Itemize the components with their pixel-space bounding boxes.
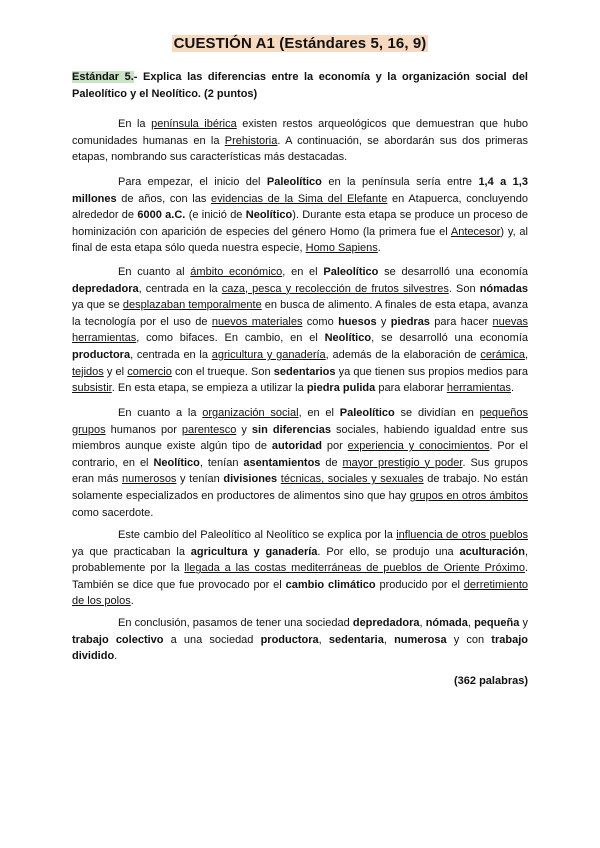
underlined-term: subsistir — [72, 382, 112, 395]
text-run: se dividían en — [394, 407, 480, 419]
bold-term: Neolítico — [245, 209, 293, 222]
bold-term: sedentarios — [273, 365, 336, 378]
underlined-term: numerosos — [122, 473, 177, 486]
document-title — [0, 35, 600, 53]
bold-term: Paleolítico — [339, 407, 395, 419]
text-run: en busca de alimento. A finales de esta etapa, avanza la tecnología por el uso de — [72, 299, 528, 328]
text-run: . — [511, 382, 515, 395]
text-run: . En esta etapa, se empieza a utilizar la — [111, 382, 307, 395]
text-run: . — [377, 242, 381, 255]
text-run: y tenían — [176, 473, 224, 486]
text-run: . — [130, 595, 134, 608]
bold-term: 6000 a.C. — [137, 209, 186, 222]
underlined-term: agricultura y ganadería — [211, 348, 326, 361]
underlined-term: derretimiento de los polos — [72, 578, 528, 608]
text-run: sociales, habiendo igualdad entre sus miembros aunque existe algún tipo de — [72, 423, 528, 453]
text-run: de — [320, 456, 343, 469]
text-run: , — [419, 617, 426, 629]
paragraph-change — [72, 527, 528, 610]
text-run: , — [318, 633, 329, 646]
text-run: (e inició de — [185, 209, 246, 222]
text-run: y — [376, 315, 391, 328]
text-run: En conclusión, pasamos de tener una sociedad — [118, 617, 353, 629]
text-run: ya que practicaban la — [72, 545, 191, 558]
bold-term: Paleolítico — [266, 176, 322, 188]
text-run: En cuanto al — [118, 266, 191, 278]
bold-term: huesos — [338, 315, 377, 328]
text-run: por — [322, 440, 348, 453]
text-run: . Sus grupos eran más — [72, 456, 528, 486]
text-run: , — [524, 348, 528, 361]
text-run: y — [519, 617, 528, 629]
text-run: . A continuación, se abordarán sus dos primeras etapas, nombrando sus características más destacadas. — [72, 134, 528, 164]
paragraph-intro — [72, 116, 528, 166]
paragraph-chronology — [72, 174, 528, 257]
underlined-term: evidencias de la Sima del Elefante — [211, 192, 388, 205]
text-run: En cuanto a la — [118, 407, 203, 419]
text-run: En la — [118, 118, 152, 130]
bold-term: depredadora — [352, 617, 420, 629]
underlined-term: nuevos materiales — [211, 315, 303, 328]
bold-term: pequeña — [474, 617, 520, 629]
text-run: para elaborar — [375, 382, 447, 395]
bold-term: nómada — [425, 617, 468, 629]
underlined-term: desplazaban temporalmente — [122, 299, 262, 312]
text-run: en Atapuerca, concluyendo alrededor de — [72, 192, 529, 222]
underlined-term: parentesco — [181, 423, 237, 436]
text-run: ya que se — [72, 299, 123, 312]
bold-term: productora — [72, 348, 131, 361]
paragraph-economy — [72, 264, 528, 397]
bold-term: divisiones — [223, 473, 278, 486]
bold-term: aculturación — [459, 545, 525, 558]
underlined-term: Antecesor — [450, 225, 501, 238]
text-run: y con — [446, 633, 492, 646]
text-run: se desarrolló una economía — [378, 266, 528, 278]
text-run: producido por el — [375, 578, 464, 591]
text-run: Para empezar, el inicio del — [118, 176, 267, 188]
underlined-term: tejidos — [72, 365, 104, 378]
bold-term: piedras — [390, 315, 430, 328]
bold-term: trabajo colectivo — [72, 633, 164, 646]
text-run: . Por el contrario, en el — [72, 440, 528, 469]
text-run: y — [236, 423, 252, 436]
bold-term: Neolítico — [153, 456, 200, 469]
text-run: , — [383, 633, 395, 646]
bold-term: cambio climático — [285, 578, 376, 591]
underlined-term: mayor prestigio y poder — [342, 456, 463, 469]
text-run: y el — [103, 365, 128, 378]
text-run: , probablemente por la — [72, 545, 528, 575]
bold-term: trabajo dividido — [72, 633, 528, 663]
title-text: CUESTIÓN A1 (Estándares 5, 16, 9) — [173, 35, 427, 52]
bold-term: piedra pulida — [306, 382, 376, 395]
text-run: como — [302, 315, 339, 328]
text-run: ) y, al final de esta etapa sólo queda nuestra especie, — [72, 225, 528, 255]
text-run: ya que tienen sus propios medios para — [335, 365, 529, 378]
word-count: (362 palabras) — [454, 675, 528, 687]
bold-term: Neolítico — [324, 332, 372, 345]
bold-term: Paleolítico — [323, 266, 379, 278]
underlined-term: experiencia y conocimientos — [347, 440, 490, 453]
underlined-term: técnicas, sociales y sexuales — [280, 473, 424, 486]
underlined-term: llegada a las costas mediterráneas de pueblos de Oriente Próximo — [184, 562, 525, 575]
text-run: como sacerdote. — [72, 506, 154, 519]
bold-term: 1,4 a 1,3 millones — [72, 176, 528, 205]
underlined-term: caza, pesca y recolección de frutos silvestres — [221, 282, 449, 295]
bold-term: depredadora — [72, 282, 139, 295]
text-run: , se desarrolló una economía — [371, 332, 528, 345]
text-run: . Por ello, se produjo una — [317, 545, 460, 558]
text-run: , — [467, 617, 475, 629]
underlined-term: pequeños grupos — [72, 407, 528, 436]
bold-term: nómadas — [479, 282, 528, 295]
underlined-term: comercio — [127, 365, 172, 378]
underlined-term: Homo Sapiens — [305, 242, 378, 255]
question-text: - Explica las diferencias entre la economía y la organización social del Paleolítico y el Neolítico. (2 puntos) — [72, 71, 528, 100]
bold-term: sedentaria — [328, 633, 384, 646]
text-run: con el trueque. Son — [171, 365, 274, 378]
text-run: , además de la elaboración de — [325, 348, 481, 361]
text-run: ). Durante esta etapa se produce un proceso de hominización con aparición de especies del género Homo (la primera fue el — [72, 209, 528, 238]
underlined-term: herramientas — [446, 382, 512, 395]
bold-term: numerosa — [394, 633, 447, 646]
text-run: humanos por — [105, 423, 182, 436]
text-run: a una sociedad — [163, 633, 261, 646]
text-run: . Son — [448, 282, 480, 295]
bold-term: asentamientos — [243, 456, 321, 469]
bold-term: autoridad — [271, 440, 323, 453]
underlined-term: ámbito económico — [190, 266, 283, 278]
underlined-term: Prehistoria — [224, 134, 278, 147]
underlined-term: organización social — [202, 407, 299, 419]
underlined-term: cerámica — [480, 348, 525, 361]
text-run: de trabajo. No están solamente especializados en productores de alimentos sino que hay — [72, 473, 528, 502]
bold-term: agricultura y ganadería — [190, 545, 318, 558]
text-run: de años, con las — [116, 192, 212, 205]
text-run: Este cambio del Paleolítico al Neolítico se explica por la — [118, 529, 397, 541]
underlined-term: grupos en otros ámbitos — [409, 489, 528, 502]
text-run: , tenían — [199, 456, 244, 469]
bold-term: sin diferencias — [251, 423, 331, 436]
text-run: . También se dice que fue provocado por el — [72, 562, 528, 591]
bold-term: productora — [260, 633, 319, 646]
underlined-term: península ibérica — [151, 118, 237, 130]
underlined-term: influencia de otros pueblos — [396, 529, 529, 541]
paragraph-society — [72, 405, 528, 521]
text-run: . — [114, 650, 118, 663]
underlined-term: nuevas herramientas — [72, 315, 529, 345]
text-run: , como bifaces. En cambio, en el — [136, 332, 325, 345]
text-run: , centrada en la — [138, 282, 222, 295]
text-run: , en el — [282, 266, 324, 278]
text-run: en la península sería entre — [321, 176, 479, 188]
paragraph-conclusion — [72, 615, 528, 665]
text-run: , centrada en la — [130, 348, 212, 361]
standard-label: Estándar 5. — [72, 71, 134, 83]
question-statement — [72, 69, 528, 103]
text-run: existen restos arqueológicos que demuestran que hubo comunidades humanas en la — [72, 118, 528, 147]
text-run: , en el — [298, 407, 340, 419]
text-run: para hacer — [429, 315, 493, 328]
